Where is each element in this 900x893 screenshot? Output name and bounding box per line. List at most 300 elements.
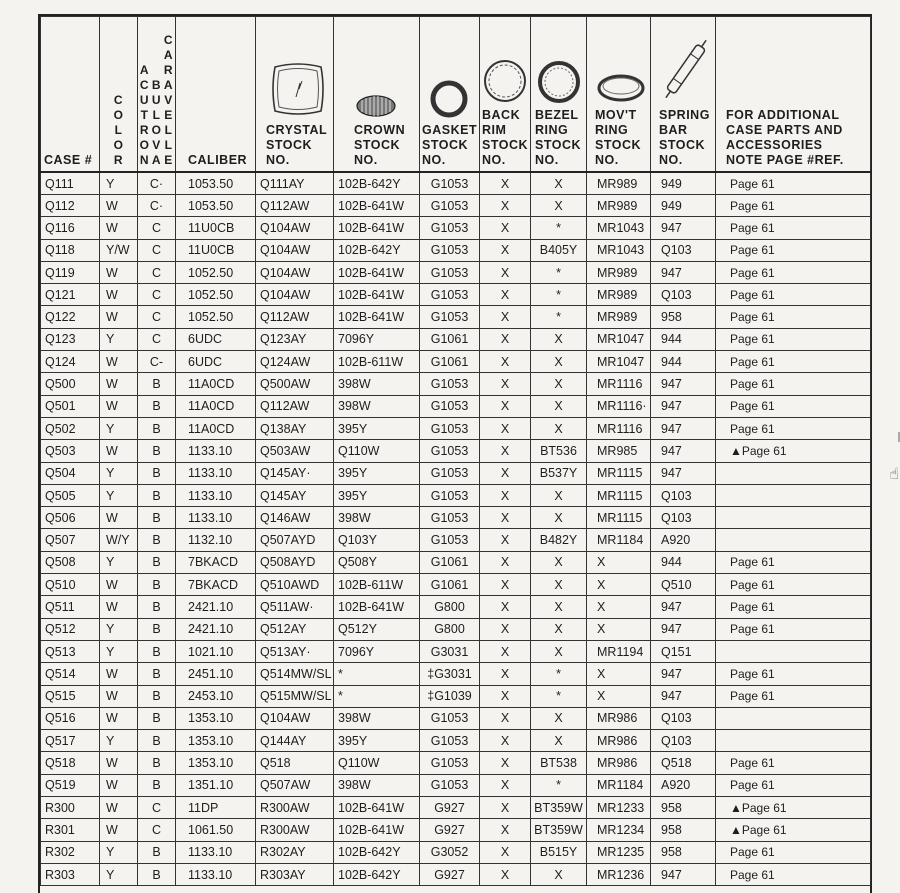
table-row xyxy=(41,417,871,439)
cell-bezel-ring: X xyxy=(531,707,587,729)
cell-back-rim: X xyxy=(480,484,531,506)
cell-gasket: G1053 xyxy=(420,707,480,729)
cell-spring-bar: Q103 xyxy=(651,730,716,752)
cell-gasket: G927 xyxy=(420,863,480,885)
color-letters xyxy=(114,93,124,168)
header-letter: B xyxy=(151,78,162,92)
cell-gasket: G1053 xyxy=(420,484,480,506)
cell-spring-bar: 947 xyxy=(651,663,716,685)
cell-movt-ring: MR1194 xyxy=(587,640,651,662)
cell-crystal: Q112AW xyxy=(256,395,334,417)
header-spring-bar-line4: NO. xyxy=(659,153,683,167)
cell-page-ref: Page 61 xyxy=(716,395,871,417)
header-crown-line1: CROWN xyxy=(354,123,406,137)
cell-crystal: Q104AW xyxy=(256,239,334,261)
cell-type: B xyxy=(138,484,176,506)
cell-type: C xyxy=(138,261,176,283)
cell-case: Q500 xyxy=(41,373,100,395)
cell-bezel-ring: X xyxy=(531,551,587,573)
cell-crown: 102B-642Y xyxy=(334,841,420,863)
cell-page-ref: Page 61 xyxy=(716,574,871,596)
table-row xyxy=(41,440,871,462)
cell-caliber: 1133.10 xyxy=(176,841,256,863)
cell-spring-bar: 958 xyxy=(651,306,716,328)
cell-movt-ring: MR989 xyxy=(587,172,651,195)
cell-crystal: Q146AW xyxy=(256,507,334,529)
cell-type: B xyxy=(138,417,176,439)
cell-color: Y xyxy=(100,730,138,752)
header-bezel-ring-line2: RING xyxy=(535,123,569,137)
cell-spring-bar: 947 xyxy=(651,373,716,395)
cell-crown: 395Y xyxy=(334,462,420,484)
cell-type: B xyxy=(138,863,176,885)
cell-page-ref: Page 61 xyxy=(716,685,871,707)
table-row xyxy=(41,752,871,774)
cell-movt-ring: X xyxy=(587,551,651,573)
cell-page-ref: Page 61 xyxy=(716,284,871,306)
cell-crown: 102B-641W xyxy=(334,596,420,618)
cell-back-rim: X xyxy=(480,797,531,819)
table-body xyxy=(41,172,871,886)
cell-case: Q506 xyxy=(41,507,100,529)
cell-color: Y xyxy=(100,417,138,439)
header-accutron-bulova-letters xyxy=(139,33,174,168)
cell-case: Q514 xyxy=(41,663,100,685)
cell-movt-ring: MR986 xyxy=(587,752,651,774)
table-row xyxy=(41,574,871,596)
header-crown-line3: NO. xyxy=(354,153,378,167)
cell-crystal: Q510AWD xyxy=(256,574,334,596)
cell-crystal: Q145AY· xyxy=(256,462,334,484)
table-row xyxy=(41,172,871,195)
cell-gasket: G1053 xyxy=(420,730,480,752)
cell-crystal: Q104AW xyxy=(256,707,334,729)
cell-back-rim: X xyxy=(480,440,531,462)
cell-crown: 102B-641W xyxy=(334,797,420,819)
cell-caliber: 1052.50 xyxy=(176,306,256,328)
cell-color: W xyxy=(100,261,138,283)
cell-crystal: Q507AYD xyxy=(256,529,334,551)
cell-back-rim: X xyxy=(480,306,531,328)
cell-caliber: 1133.10 xyxy=(176,863,256,885)
cell-spring-bar: 947 xyxy=(651,440,716,462)
cell-movt-ring: X xyxy=(587,574,651,596)
header-letter: O xyxy=(113,138,124,152)
cell-spring-bar: 947 xyxy=(651,596,716,618)
cell-back-rim: X xyxy=(480,328,531,350)
cell-back-rim: X xyxy=(480,462,531,484)
cell-movt-ring: MR1116 xyxy=(587,417,651,439)
cell-back-rim: X xyxy=(480,351,531,373)
movt-ring-icon xyxy=(596,72,646,104)
cell-bezel-ring: * xyxy=(531,663,587,685)
cell-page-ref: Page 61 xyxy=(716,172,871,195)
cell-crystal: Q500AW xyxy=(256,373,334,395)
table-row xyxy=(41,685,871,707)
cell-type: C- xyxy=(138,351,176,373)
cell-bezel-ring: X xyxy=(531,618,587,640)
cell-crystal: R302AY xyxy=(256,841,334,863)
cell-movt-ring: MR1043 xyxy=(587,217,651,239)
cell-movt-ring: X xyxy=(587,618,651,640)
cell-caliber: 2453.10 xyxy=(176,685,256,707)
cell-gasket: G3031 xyxy=(420,640,480,662)
table-row xyxy=(41,618,871,640)
cell-spring-bar: 947 xyxy=(651,863,716,885)
cell-spring-bar: 944 xyxy=(651,328,716,350)
cell-gasket: G3052 xyxy=(420,841,480,863)
cell-crystal: Q507AW xyxy=(256,774,334,796)
cell-back-rim: X xyxy=(480,417,531,439)
header-crystal xyxy=(256,17,334,173)
header-spring-bar-line3: STOCK xyxy=(659,138,706,152)
cell-gasket: ‡G1039 xyxy=(420,685,480,707)
cell-back-rim: X xyxy=(480,863,531,885)
cell-bezel-ring: X xyxy=(531,507,587,529)
cell-type: B xyxy=(138,440,176,462)
cell-bezel-ring: X xyxy=(531,863,587,885)
header-bezel-ring-line3: STOCK xyxy=(535,138,582,152)
header-color-letters xyxy=(103,93,134,168)
cell-color: Y xyxy=(100,551,138,573)
cell-movt-ring: MR1047 xyxy=(587,351,651,373)
cell-color: Y/W xyxy=(100,239,138,261)
crystal-icon xyxy=(269,59,327,119)
cell-crown: 398W xyxy=(334,707,420,729)
cell-page-ref: Page 61 xyxy=(716,195,871,217)
cell-color: W xyxy=(100,797,138,819)
cell-page-ref xyxy=(716,529,871,551)
cell-color: Y xyxy=(100,863,138,885)
header-row xyxy=(41,17,871,173)
cell-color: Y xyxy=(100,640,138,662)
cell-movt-ring: MR1043 xyxy=(587,239,651,261)
header-letter: R xyxy=(163,63,174,77)
cell-gasket: G1053 xyxy=(420,507,480,529)
cell-case: R300 xyxy=(41,797,100,819)
cell-case: Q503 xyxy=(41,440,100,462)
cell-case: Q510 xyxy=(41,574,100,596)
cell-spring-bar: Q510 xyxy=(651,574,716,596)
cell-gasket: G1061 xyxy=(420,351,480,373)
cell-spring-bar: Q151 xyxy=(651,640,716,662)
cell-crystal: R300AW xyxy=(256,797,334,819)
header-letter: L xyxy=(152,108,161,122)
cell-back-rim: X xyxy=(480,663,531,685)
header-bezel-ring xyxy=(531,17,587,173)
cell-movt-ring: MR989 xyxy=(587,306,651,328)
cell-movt-ring: MR1233 xyxy=(587,797,651,819)
cell-caliber: 6UDC xyxy=(176,328,256,350)
cell-movt-ring: MR1047 xyxy=(587,328,651,350)
cell-color: W xyxy=(100,707,138,729)
cell-crystal: Q138AY xyxy=(256,417,334,439)
header-back-rim-line2: RIM xyxy=(482,123,507,137)
header-back-rim-line4: NO. xyxy=(482,153,506,167)
cell-caliber: 1133.10 xyxy=(176,440,256,462)
cell-type: C xyxy=(138,819,176,841)
cell-crystal: Q112AW xyxy=(256,195,334,217)
cell-type: B xyxy=(138,462,176,484)
header-letter: O xyxy=(151,123,162,137)
cell-type: C xyxy=(138,284,176,306)
cell-crystal: Q104AW xyxy=(256,261,334,283)
cell-crown: 102B-641W xyxy=(334,306,420,328)
header-gasket-line2: STOCK xyxy=(422,138,469,152)
header-case xyxy=(41,17,100,173)
cell-page-ref: Page 61 xyxy=(716,596,871,618)
cell-crown: 398W xyxy=(334,774,420,796)
cell-caliber: 11U0CB xyxy=(176,239,256,261)
cell-caliber: 7BKACD xyxy=(176,551,256,573)
cell-color: W xyxy=(100,440,138,462)
back-rim-icon xyxy=(482,58,528,104)
pointer-hand-icon: ☝ xyxy=(889,466,899,483)
cell-color: Y xyxy=(100,172,138,195)
header-letter: L xyxy=(114,123,123,137)
table-row xyxy=(41,306,871,328)
cell-type: C xyxy=(138,797,176,819)
cell-back-rim: X xyxy=(480,685,531,707)
cell-case: Q122 xyxy=(41,306,100,328)
cell-type: C xyxy=(138,306,176,328)
cell-case: Q123 xyxy=(41,328,100,350)
header-letter: R xyxy=(139,123,150,137)
cell-spring-bar: 947 xyxy=(651,217,716,239)
cell-back-rim: X xyxy=(480,395,531,417)
header-letter: C xyxy=(139,78,150,92)
table-row xyxy=(41,863,871,885)
header-letter: A xyxy=(163,48,174,62)
cell-movt-ring: MR1116 xyxy=(587,373,651,395)
cell-case: Q517 xyxy=(41,730,100,752)
cell-spring-bar: A920 xyxy=(651,529,716,551)
cell-caliber: 2451.10 xyxy=(176,663,256,685)
cell-page-ref: Page 61 xyxy=(716,217,871,239)
accutron-letters xyxy=(140,63,150,168)
cell-case: Q505 xyxy=(41,484,100,506)
table-row xyxy=(41,261,871,283)
cell-case: Q515 xyxy=(41,685,100,707)
cell-case: Q519 xyxy=(41,774,100,796)
cell-movt-ring: MR989 xyxy=(587,195,651,217)
table-row xyxy=(41,797,871,819)
cell-color: W xyxy=(100,752,138,774)
cell-type: B xyxy=(138,774,176,796)
cell-caliber: 1021.10 xyxy=(176,640,256,662)
cell-spring-bar: 958 xyxy=(651,841,716,863)
header-letter: A xyxy=(163,78,174,92)
table-row xyxy=(41,529,871,551)
cell-type: C xyxy=(138,217,176,239)
header-letter: E xyxy=(164,108,173,122)
cell-crown: 395Y xyxy=(334,484,420,506)
cell-spring-bar: 947 xyxy=(651,685,716,707)
cell-crown: 102B-611W xyxy=(334,351,420,373)
header-letter: C xyxy=(163,33,174,47)
cell-caliber: 1351.10 xyxy=(176,774,256,796)
cell-movt-ring: MR989 xyxy=(587,261,651,283)
cell-movt-ring: MR1115 xyxy=(587,484,651,506)
header-spring-bar-line2: BAR xyxy=(659,123,688,137)
cell-crown: 7096Y xyxy=(334,328,420,350)
cell-case: R302 xyxy=(41,841,100,863)
cell-case: Q504 xyxy=(41,462,100,484)
cell-crown: 398W xyxy=(334,507,420,529)
cell-back-rim: X xyxy=(480,373,531,395)
cell-page-ref: ▲Page 61 xyxy=(716,440,871,462)
cell-page-ref: ▲Page 61 xyxy=(716,819,871,841)
cell-case: Q518 xyxy=(41,752,100,774)
header-accutron-bulova xyxy=(138,17,176,173)
cell-crown: 398W xyxy=(334,395,420,417)
cell-crown: 102B-641W xyxy=(334,284,420,306)
header-letter: O xyxy=(139,138,150,152)
header-gasket xyxy=(420,17,480,173)
cell-gasket: G800 xyxy=(420,596,480,618)
cell-bezel-ring: B405Y xyxy=(531,239,587,261)
case-parts-table xyxy=(40,16,871,886)
cell-movt-ring: MR1115 xyxy=(587,462,651,484)
cell-back-rim: X xyxy=(480,574,531,596)
cell-gasket: G1053 xyxy=(420,306,480,328)
cell-crystal: Q514MW/SL xyxy=(256,663,334,685)
cell-gasket: G1061 xyxy=(420,551,480,573)
cell-caliber: 1353.10 xyxy=(176,730,256,752)
header-additional-line4: NOTE PAGE #REF. xyxy=(726,153,844,167)
cell-page-ref: Page 61 xyxy=(716,306,871,328)
cell-color: W xyxy=(100,373,138,395)
header-letter: R xyxy=(113,153,124,167)
cell-color: W xyxy=(100,395,138,417)
header-bezel-ring-line4: NO. xyxy=(535,153,559,167)
cell-spring-bar: 947 xyxy=(651,417,716,439)
cell-bezel-ring: BT359W xyxy=(531,819,587,841)
bezel-ring-icon xyxy=(537,60,581,104)
table-row xyxy=(41,841,871,863)
cell-case: Q502 xyxy=(41,417,100,439)
header-letter: N xyxy=(139,153,150,167)
cell-color: W xyxy=(100,596,138,618)
cell-color: W xyxy=(100,507,138,529)
header-letter: A xyxy=(139,63,150,77)
header-gasket-line1: GASKET xyxy=(422,123,478,137)
cell-back-rim: X xyxy=(480,529,531,551)
cell-color: Y xyxy=(100,484,138,506)
header-letter: V xyxy=(152,138,161,152)
cell-case: R301 xyxy=(41,819,100,841)
cell-bezel-ring: BT538 xyxy=(531,752,587,774)
table-row xyxy=(41,774,871,796)
cell-crown: 102B-611W xyxy=(334,574,420,596)
caravelle-letters xyxy=(164,33,174,168)
cell-movt-ring: MR1184 xyxy=(587,774,651,796)
cell-caliber: 1052.50 xyxy=(176,284,256,306)
cell-case: Q516 xyxy=(41,707,100,729)
cell-movt-ring: MR1115 xyxy=(587,507,651,529)
cell-back-rim: X xyxy=(480,239,531,261)
cell-bezel-ring: * xyxy=(531,774,587,796)
cell-bezel-ring: X xyxy=(531,373,587,395)
cell-crystal: Q104AW xyxy=(256,217,334,239)
header-movt-ring-line1: MOV'T xyxy=(595,108,637,122)
cell-color: Y xyxy=(100,462,138,484)
cell-case: Q112 xyxy=(41,195,100,217)
cell-gasket: G1053 xyxy=(420,417,480,439)
cell-gasket: G927 xyxy=(420,797,480,819)
cell-crystal: Q512AY xyxy=(256,618,334,640)
cell-bezel-ring: B515Y xyxy=(531,841,587,863)
cell-color: Y xyxy=(100,841,138,863)
cell-crown: 395Y xyxy=(334,730,420,752)
cell-case: Q111 xyxy=(41,172,100,195)
cell-type: B xyxy=(138,640,176,662)
cell-gasket: G1053 xyxy=(420,395,480,417)
cell-crown: Q508Y xyxy=(334,551,420,573)
cell-page-ref: Page 61 xyxy=(716,863,871,885)
cell-back-rim: X xyxy=(480,217,531,239)
cell-gasket: G1053 xyxy=(420,373,480,395)
cell-back-rim: X xyxy=(480,841,531,863)
cell-caliber: 1132.10 xyxy=(176,529,256,551)
cell-crown: 7096Y xyxy=(334,640,420,662)
table-row xyxy=(41,663,871,685)
cell-type: C· xyxy=(138,195,176,217)
table-row xyxy=(41,484,871,506)
cell-bezel-ring: * xyxy=(531,284,587,306)
header-crystal-line1: CRYSTAL xyxy=(266,123,328,137)
cell-page-ref: Page 61 xyxy=(716,752,871,774)
cell-bezel-ring: * xyxy=(531,306,587,328)
cell-crown: * xyxy=(334,663,420,685)
cell-case: Q116 xyxy=(41,217,100,239)
cell-bezel-ring: X xyxy=(531,195,587,217)
cell-gasket: G1053 xyxy=(420,239,480,261)
table-row xyxy=(41,819,871,841)
header-letter: O xyxy=(113,108,124,122)
cell-type: B xyxy=(138,841,176,863)
cell-color: W xyxy=(100,574,138,596)
cell-crown: 102B-641W xyxy=(334,217,420,239)
header-caliber-label: CALIBER xyxy=(188,153,248,167)
cell-type: C xyxy=(138,328,176,350)
cell-back-rim: X xyxy=(480,551,531,573)
cell-page-ref xyxy=(716,640,871,662)
header-letter: A xyxy=(151,153,162,167)
cell-caliber: 1053.50 xyxy=(176,195,256,217)
crown-icon xyxy=(354,93,398,119)
cell-case: Q513 xyxy=(41,640,100,662)
cell-type: B xyxy=(138,663,176,685)
cell-gasket: G927 xyxy=(420,819,480,841)
header-gasket-line3: NO. xyxy=(422,153,446,167)
cell-page-ref xyxy=(716,462,871,484)
cell-case: Q121 xyxy=(41,284,100,306)
cell-color: Y xyxy=(100,328,138,350)
cell-caliber: 6UDC xyxy=(176,351,256,373)
table-row xyxy=(41,507,871,529)
table-row xyxy=(41,195,871,217)
cell-type: C· xyxy=(138,172,176,195)
cell-gasket: G1053 xyxy=(420,261,480,283)
cell-gasket: G1053 xyxy=(420,752,480,774)
cell-crystal: Q104AW xyxy=(256,284,334,306)
cell-spring-bar: 958 xyxy=(651,819,716,841)
cell-caliber: 2421.10 xyxy=(176,618,256,640)
cell-color: W/Y xyxy=(100,529,138,551)
table-row xyxy=(41,730,871,752)
cell-movt-ring: MR989 xyxy=(587,284,651,306)
